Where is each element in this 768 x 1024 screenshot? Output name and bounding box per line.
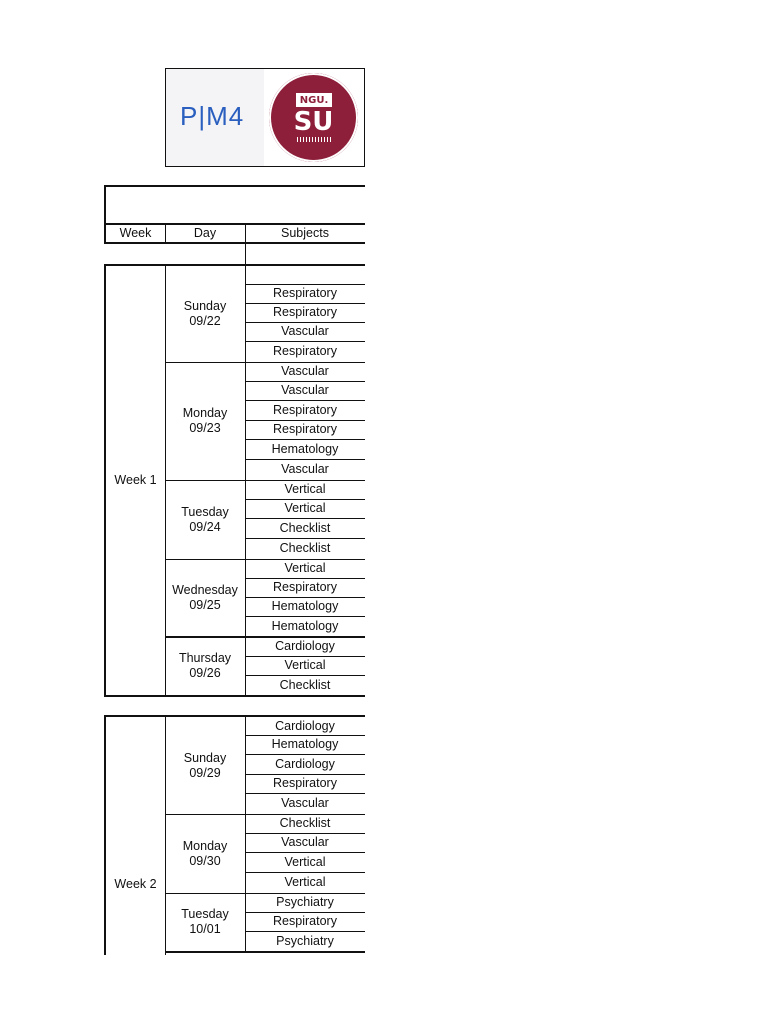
header-week: Week <box>104 224 166 244</box>
day-cell <box>165 893 246 953</box>
subject-cell: Respiratory <box>245 284 365 304</box>
subject-cell: Vascular <box>245 833 365 853</box>
subject-cell: Cardiology <box>245 637 365 657</box>
day-date: 09/30 <box>189 853 221 868</box>
subject-cell: Checklist <box>245 814 365 834</box>
subject-cell: Vascular <box>245 362 365 382</box>
header-subjects: Subjects <box>245 224 365 244</box>
subject-cell: Vascular <box>245 381 365 401</box>
day-name: Monday <box>182 838 228 853</box>
ngu-su-seal-logo <box>264 69 365 166</box>
day-name: Sunday <box>183 299 227 313</box>
subject-cell: Hematology <box>245 597 365 617</box>
day-name: Sunday <box>183 750 227 765</box>
subject-cell: Vertical <box>245 852 365 873</box>
day-date: 09/23 <box>189 421 221 435</box>
day-name: Tuesday <box>181 907 229 921</box>
title-box <box>104 185 365 225</box>
day-date: 09/22 <box>189 314 221 328</box>
seal-main-text: SU <box>293 107 334 137</box>
day-date: 09/24 <box>189 519 221 534</box>
subject-cell: Vertical <box>245 559 365 579</box>
day-name: Tuesday <box>181 504 229 519</box>
subject-cell: Vertical <box>245 656 365 676</box>
subject-cell: Respiratory <box>245 341 365 363</box>
subject-cell: Vertical <box>245 872 365 894</box>
day-cell <box>165 637 246 697</box>
subject-cell: Checklist <box>245 538 365 560</box>
subject-cell: Vertical <box>245 480 365 500</box>
day-cell <box>165 715 246 815</box>
subject-cell: Respiratory <box>245 420 365 440</box>
day-cell <box>165 559 246 638</box>
subject-cell: Psychiatry <box>245 931 365 953</box>
subject-cell: Cardiology <box>245 715 365 736</box>
seal-icon <box>269 73 358 162</box>
day-date: 09/26 <box>189 666 221 680</box>
day-date: 10/01 <box>189 922 221 936</box>
subject-cell: Respiratory <box>245 774 365 794</box>
subject-cell: Respiratory <box>245 912 365 932</box>
subject-cell: Vascular <box>245 322 365 342</box>
day-cell <box>165 480 246 560</box>
header-spacer-cell <box>245 243 365 265</box>
subject-cell: Vascular <box>245 459 365 481</box>
day-name: Monday <box>182 406 228 420</box>
subject-cell: Cardiology <box>245 754 365 775</box>
subject-cell: Hematology <box>245 616 365 638</box>
subject-cell: Respiratory <box>245 400 365 421</box>
subject-cell: Vertical <box>245 499 365 519</box>
day-cell <box>165 362 246 481</box>
week-1-label: Week 1 <box>104 264 166 697</box>
header-day: Day <box>165 224 246 244</box>
subject-cell: Respiratory <box>245 303 365 323</box>
subject-cell: Respiratory <box>245 578 365 598</box>
subject-cell: Checklist <box>245 675 365 697</box>
day-date: 09/29 <box>189 765 221 780</box>
seal-top-text: NGU. <box>296 93 332 107</box>
subject-cell: Psychiatry <box>245 893 365 913</box>
day-cell <box>165 264 246 363</box>
subject-cell: Checklist <box>245 518 365 539</box>
day-name: Wednesday <box>172 582 238 597</box>
subject-cell: Hematology <box>245 439 365 460</box>
day-name: Thursday <box>178 651 232 665</box>
subject-cell <box>245 264 365 285</box>
seal-stripes <box>297 137 331 142</box>
subject-cell: Vascular <box>245 793 365 815</box>
subject-cell: Hematology <box>245 735 365 755</box>
day-date: 09/25 <box>189 597 221 612</box>
logo-banner <box>165 68 365 167</box>
day-cell <box>165 814 246 894</box>
week-2-label: Week 2 <box>104 715 166 955</box>
pm4-logo: P|M4 <box>180 101 245 131</box>
